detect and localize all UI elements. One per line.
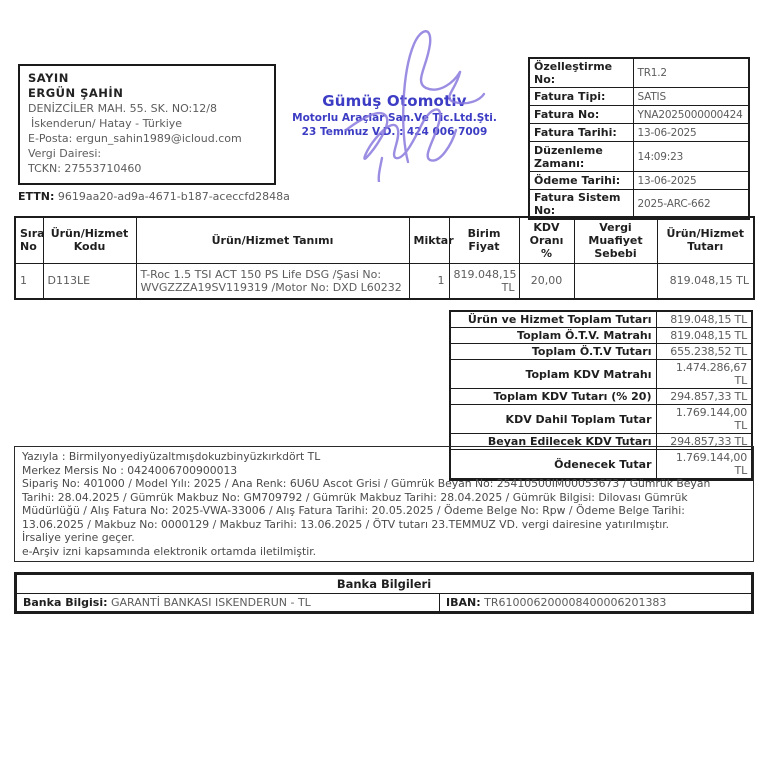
item-tanim: T-Roc 1.5 TSI ACT 150 PS Life DSG /Şasi No: WVGZZZA19SV119319 /Motor No: DXD L60232: [136, 263, 409, 299]
bank-header-row: [16, 574, 753, 594]
company-name: Gümüş Otomotiv: [322, 92, 467, 110]
total-label: Toplam KDV Matrahı: [450, 360, 656, 389]
meta-label: Fatura Sistem No:: [529, 190, 633, 220]
ettn-line: [18, 190, 290, 203]
bank-name-label: Banka Bilgisi:: [23, 596, 108, 609]
total-value: 1.769.144,00 TL: [656, 450, 752, 480]
iban-value: TR610006200008400006201383: [480, 596, 667, 609]
meta-label: Fatura Tarihi:: [529, 124, 633, 142]
meta-value: 2025-ARC-662: [633, 190, 749, 220]
meta-label: Fatura No:: [529, 106, 633, 124]
buyer-info-box: [18, 64, 276, 185]
iban-label: IBAN:: [446, 596, 481, 609]
item-kod: D113LE: [43, 263, 136, 299]
meta-label: Ödeme Tarihi:: [529, 172, 633, 190]
total-value: 819.048,15 TL: [656, 311, 752, 328]
meta-value: TR1.2: [633, 58, 749, 88]
totals-row: [450, 311, 752, 328]
meta-value: SATIS: [633, 88, 749, 106]
item-birim-fiyat: 819.048,15 TL: [449, 263, 519, 299]
totals-row: [450, 389, 752, 405]
total-value: 1.474.286,67 TL: [656, 360, 752, 389]
col-kdv-orani: KDV Oranı %: [519, 217, 574, 263]
buyer-address-line2: İskenderun/ Hatay - Türkiye: [31, 117, 183, 130]
meta-value: YNA2025000000424: [633, 106, 749, 124]
total-label: Ürün ve Hizmet Toplam Tutarı: [450, 311, 656, 328]
item-row: [15, 263, 754, 299]
buyer-salutation: SAYIN: [28, 71, 69, 85]
bank-info-table: [14, 572, 754, 614]
company-stamp: [292, 92, 497, 138]
items-header-row: [15, 217, 754, 263]
item-tutar: 819.048,15 TL: [657, 263, 754, 299]
total-label: Beyan Edilecek KDV Tutarı: [450, 434, 656, 450]
bank-name-value: GARANTİ BANKASI ISKENDERUN - TL: [107, 596, 311, 609]
col-urun-kodu: Ürün/Hizmet Kodu: [43, 217, 136, 263]
meta-value: 14:09:23: [633, 142, 749, 172]
note-earsiv: e-Arşiv izni kapsamında elektronik ortamda iletilmiştir.: [22, 544, 317, 558]
col-urun-tutari: Ürün/Hizmet Tutarı: [657, 217, 754, 263]
meta-row: [529, 124, 749, 142]
bank-section-title: Banka Bilgileri: [16, 574, 753, 594]
meta-label: Fatura Tipi:: [529, 88, 633, 106]
totals-row: [450, 360, 752, 389]
notes-box: [14, 446, 754, 562]
totals-row: [450, 328, 752, 344]
meta-value: 13-06-2025: [633, 124, 749, 142]
meta-row: [529, 172, 749, 190]
ettn-value: 9619aa20-ad9a-4671-b187-aceccfd2848a: [57, 190, 290, 203]
ettn-label: ETTN:: [18, 190, 55, 203]
col-urun-tanimi: Ürün/Hizmet Tanımı: [136, 217, 409, 263]
meta-row: [529, 58, 749, 88]
meta-row: [529, 190, 749, 220]
total-value: 294.857,33 TL: [656, 389, 752, 405]
meta-row: [529, 106, 749, 124]
col-birim-fiyat: Birim Fiyat: [449, 217, 519, 263]
meta-label: Özelleştirme No:: [529, 58, 633, 88]
item-kdv: 20,00: [519, 263, 574, 299]
buyer-address-line1: DENİZCİLER MAH. 55. SK. NO:12/8: [28, 102, 217, 115]
col-miktar: Miktar: [409, 217, 449, 263]
bank-detail-row: [16, 594, 753, 613]
buyer-email: E-Posta: ergun_sahin1989@icloud.com: [28, 132, 242, 145]
total-label: Toplam Ö.T.V Tutarı: [450, 344, 656, 360]
item-muafiyet: [574, 263, 657, 299]
invoice-meta-table: [528, 57, 750, 220]
total-label: Toplam KDV Tutarı (% 20): [450, 389, 656, 405]
buyer-name: ERGÜN ŞAHİN: [28, 86, 124, 100]
total-label: Ödenecek Tutar: [450, 450, 656, 480]
meta-row: [529, 142, 749, 172]
totals-row: [450, 405, 752, 434]
note-order-details: Sipariş No: 401000 / Model Yılı: 2025 / Ana Renk: 6U6U Ascot Grisi / Gümrük Beyan No: 25410500IM00053673 / Gümrük Beyan Tarihi: 28.04.2025 / Gümrük Makbuz No: GM709792 / Gümrük Makbuz Tarihi: 28.04.2025 / Gümrük Bilgisi: Dilovası Gümrük Müdürlüğü / Alış Fatura No: 2025-VWA-33006 / Alış Fatura Tarihi: 20.05.2025 / Ödeme Belge No: Rpw / Ödeme Belge Tarihi: 13.06.2025 / Makbuz No: 0000129 / Makbuz Tarihi: 13.06.2025 / ÖTV tutarı 23.TEMMUZ VD. vergi dairesine yatırılmıştır.: [22, 477, 711, 531]
company-tax-line: 23 Temmuz V.D. : 424 006 7009: [301, 126, 488, 138]
totals-row: [450, 344, 752, 360]
total-value: 655.238,52 TL: [656, 344, 752, 360]
note-irsaliye: İrsaliye yerine geçer.: [22, 531, 135, 544]
buyer-tckn: TCKN: 27553710460: [28, 162, 142, 175]
total-label: Toplam Ö.T.V. Matrahı: [450, 328, 656, 344]
meta-label: Düzenleme Zamanı:: [529, 142, 633, 172]
meta-row: [529, 88, 749, 106]
bank-name-cell: [16, 594, 440, 613]
total-value: 819.048,15 TL: [656, 328, 752, 344]
meta-value: 13-06-2025: [633, 172, 749, 190]
note-amount-in-words: Yazıyla : Birmilyonyediyüzaltmışdokuzbinyüzkırkdört TL: [22, 450, 321, 463]
col-sira-no: Sıra No: [15, 217, 43, 263]
total-value: 1.769.144,00 TL: [656, 405, 752, 434]
total-label: KDV Dahil Toplam Tutar: [450, 405, 656, 434]
item-sira: 1: [15, 263, 43, 299]
buyer-tax-office: Vergi Dairesi:: [28, 147, 102, 160]
iban-cell: [440, 594, 753, 613]
line-items-table: [14, 216, 755, 300]
note-mersis-no: Merkez Mersis No : 0424006700900013: [22, 463, 238, 477]
col-vergi-muafiyet: Vergi Muafiyet Sebebi: [574, 217, 657, 263]
item-miktar: 1: [409, 263, 449, 299]
company-subtitle: Motorlu Araçlar San.Ve Tic.Ltd.Şti.: [292, 112, 497, 124]
total-value: 294.857,33 TL: [656, 434, 752, 450]
